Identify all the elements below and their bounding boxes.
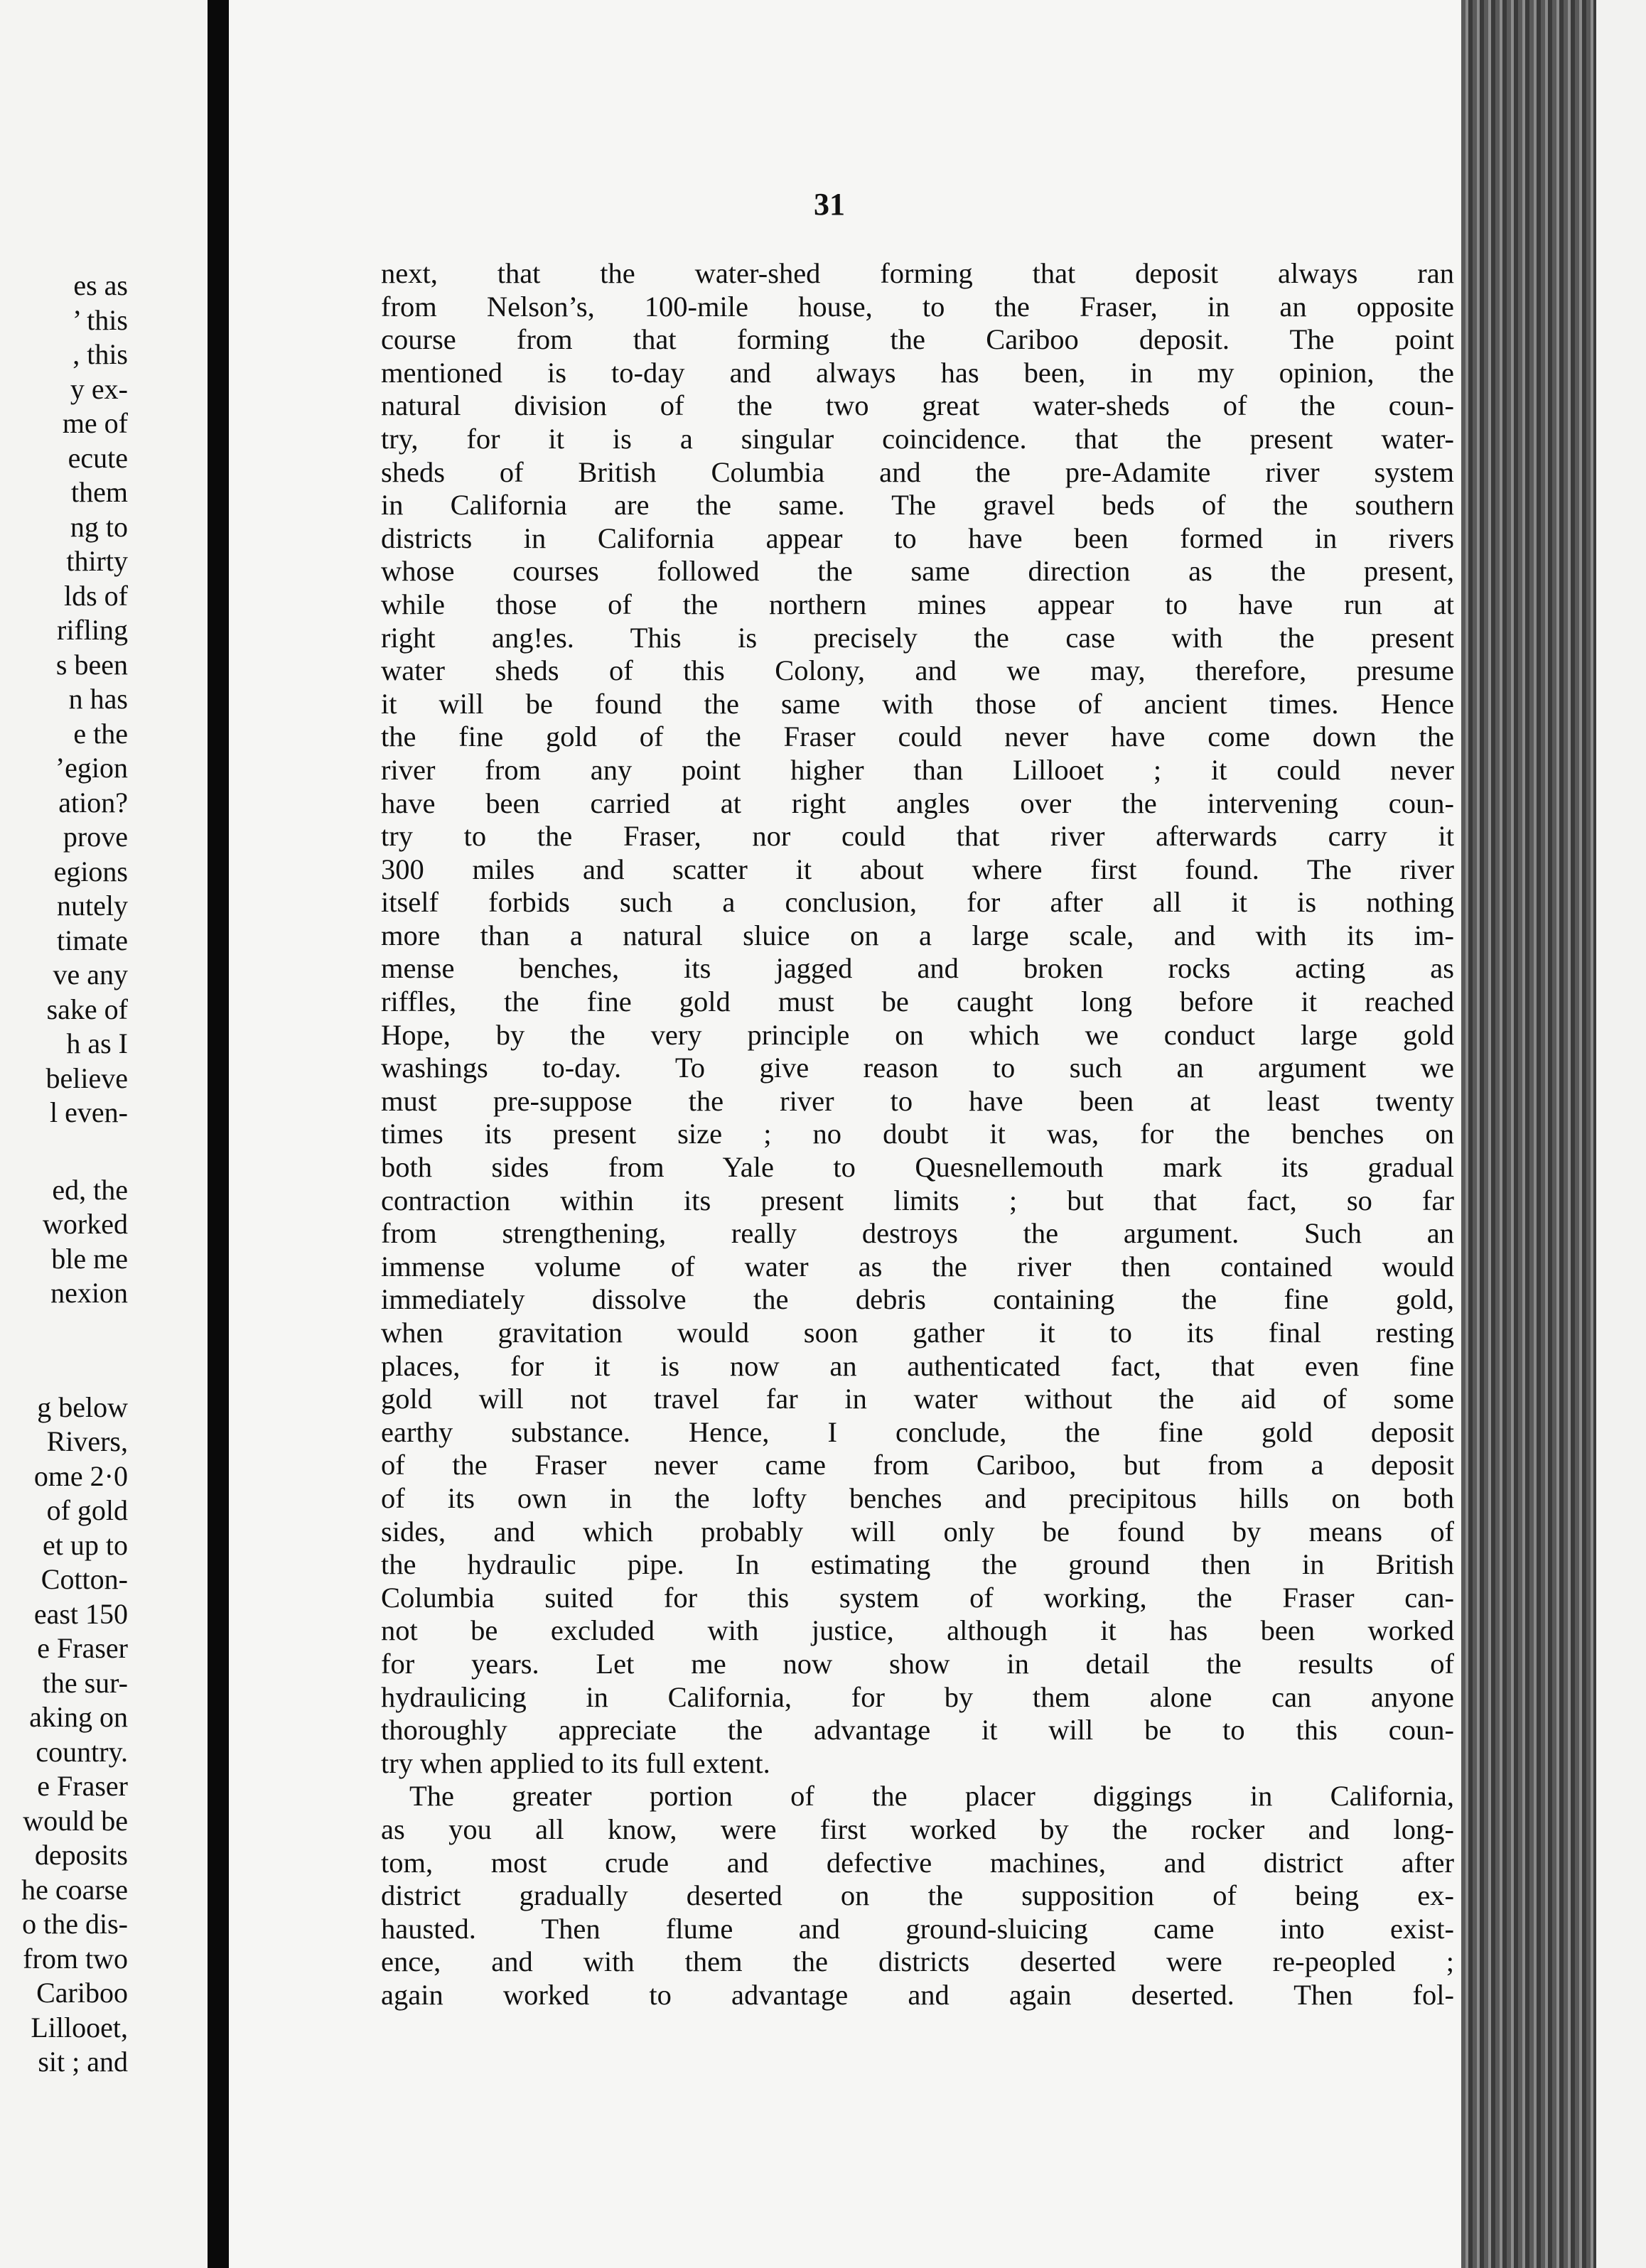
left-page-line: Lillooet, <box>31 2011 128 2043</box>
left-page-line: timate <box>57 924 128 956</box>
text-line: sides, and which probably will only be found by means of <box>381 1515 1454 1548</box>
left-page-line: ’ this <box>72 303 128 336</box>
left-page-line: the sur- <box>42 1666 128 1699</box>
text-line: hydraulicing in California, for by them alone can anyone <box>381 1680 1454 1713</box>
left-page-line: nexion <box>50 1277 128 1309</box>
left-page-line: nutely <box>57 890 128 922</box>
text-line: districts in California appear to have been formed in rivers <box>381 522 1454 554</box>
left-page-line: lds of <box>64 579 128 612</box>
text-line: both sides from Yale to Quesnellemouth mark its gradual <box>381 1151 1454 1184</box>
text-line: natural division of the two great water-sheds of the coun- <box>381 389 1454 422</box>
left-page-line: Cariboo <box>36 1977 128 2009</box>
left-page-line: east 150 <box>33 1597 128 1630</box>
text-line: river from any point higher than Lillooet ; it could never <box>381 753 1454 786</box>
text-line: try to the Fraser, nor could that river afterwards carry it <box>381 820 1454 853</box>
text-line: water sheds of this Colony, and we may, therefore, presume <box>381 654 1454 687</box>
left-page-line: me of <box>62 407 128 439</box>
left-page-line: n has <box>68 683 128 715</box>
text-line: district gradually deserted on the supposition of being ex- <box>381 1879 1454 1912</box>
scan-margin <box>1596 0 1646 2268</box>
left-page-line: ome 2·0 <box>33 1459 128 1492</box>
left-page-line: believe <box>45 1062 128 1094</box>
left-page-line: aking on <box>29 1701 128 1733</box>
left-page-line: ng to <box>70 510 128 543</box>
left-page-line: , this <box>72 338 128 370</box>
left-page-line: ation? <box>58 786 128 819</box>
text-line: 300 miles and scatter it about where first found. The river <box>381 853 1454 885</box>
left-page-line: o the dis- <box>22 1908 128 1940</box>
left-page-line: worked <box>43 1208 128 1240</box>
page-edges <box>1461 0 1596 2268</box>
text-line: right ang!es. This is precisely the case with the present <box>381 621 1454 654</box>
text-line: when gravitation would soon gather it to its final resting <box>381 1317 1454 1349</box>
text-line: next, that the water-shed forming that deposit always ran <box>381 257 1454 289</box>
text-line: the fine gold of the Fraser could never have come down the <box>381 720 1454 753</box>
text-line: more than a natural sluice on a large scale, and with its im- <box>381 919 1454 951</box>
line-gap <box>0 1130 128 1173</box>
text-line: gold will not travel far in water without the aid of some <box>381 1383 1454 1415</box>
left-page-line: thirty <box>66 545 128 577</box>
left-page-line: them <box>71 476 128 508</box>
text-line: immediately dissolve the debris containing the fine gold, <box>381 1283 1454 1316</box>
text-line: places, for it is now an authenticated fact, that even fine <box>381 1349 1454 1382</box>
left-page-line: would be <box>23 1804 128 1837</box>
text-line: from Nelson’s, 100-mile house, to the Fraser, in an opposite <box>381 290 1454 323</box>
left-page-line: sit ; and <box>38 2046 128 2078</box>
text-line: immense volume of water as the river then contained would <box>381 1250 1454 1282</box>
right-page <box>229 0 1461 2268</box>
text-line: earthy substance. Hence, I conclude, the fine gold deposit <box>381 1415 1454 1448</box>
text-line: while those of the northern mines appear to have run at <box>381 588 1454 620</box>
left-page-line: deposits <box>34 1839 128 1871</box>
left-page-line: ble me <box>51 1242 128 1275</box>
left-page-line: sake of <box>46 993 128 1025</box>
text-line: ence, and with them the districts deserted were re-peopled ; <box>381 1945 1454 1978</box>
text-line: have been carried at right angles over the intervening coun- <box>381 787 1454 819</box>
text-line: times its present size ; no doubt it was, for the benches on <box>381 1118 1454 1150</box>
text-line: from strengthening, really destroys the argument. Such an <box>381 1217 1454 1250</box>
left-page-line: e the <box>73 717 128 750</box>
text-line: in California are the same. The gravel beds of the southern <box>381 489 1454 522</box>
left-page-line: Cotton- <box>41 1563 128 1595</box>
left-page-line: e Fraser <box>37 1770 128 1802</box>
text-line: sheds of British Columbia and the pre-Adamite river system <box>381 455 1454 488</box>
left-page-line: l even- <box>50 1096 128 1128</box>
text-line: itself forbids such a conclusion, for after all it is nothing <box>381 886 1454 919</box>
text-line: riffles, the fine gold must be caught long before it reached <box>381 986 1454 1018</box>
page-number: 31 <box>814 187 845 222</box>
text-line: mense benches, its jagged and broken rocks acting as <box>381 952 1454 985</box>
text-line: contraction within its present limits ; but that fact, so far <box>381 1184 1454 1216</box>
left-page-line: h as I <box>66 1027 128 1059</box>
book-gutter <box>208 0 229 2268</box>
left-page-line: ecute <box>68 441 128 474</box>
text-line: it will be found the same with those of ancient times. Hence <box>381 687 1454 720</box>
text-line: as you all know, were first worked by the rocker and long- <box>381 1813 1454 1845</box>
left-page-line: g below <box>37 1390 128 1423</box>
text-line: for years. Let me now show in detail the results of <box>381 1647 1454 1680</box>
text-line: tom, most crude and defective machines, and district after <box>381 1846 1454 1879</box>
text-line: not be excluded with justice, although it has been worked <box>381 1614 1454 1647</box>
text-line: of the Fraser never came from Cariboo, but from a deposit <box>381 1449 1454 1481</box>
body-text <box>381 257 1454 2012</box>
text-line: of its own in the lofty benches and precipitous hills on both <box>381 1481 1454 1514</box>
left-page-line: from two <box>23 1942 128 1975</box>
text-line: try, for it is a singular coincidence. that the present water- <box>381 422 1454 455</box>
text-line: Columbia suited for this system of working, the Fraser can- <box>381 1581 1454 1614</box>
left-page-line: rifling <box>57 614 128 646</box>
text-line: the hydraulic pipe. In estimating the ground then in British <box>381 1548 1454 1581</box>
text-line: must pre-suppose the river to have been at least twenty <box>381 1084 1454 1117</box>
left-page-line: y ex- <box>70 372 128 405</box>
text-line: Hope, by the very principle on which we conduct large gold <box>381 1018 1454 1051</box>
left-page-line: ed, the <box>52 1173 128 1206</box>
left-page-line: country. <box>36 1735 128 1768</box>
left-page-line: of gold <box>46 1494 128 1526</box>
line-gap <box>0 1311 128 1390</box>
text-line: washings to-day. To give reason to such an argument we <box>381 1052 1454 1084</box>
left-page-line: he coarse <box>21 1873 128 1906</box>
text-line: thoroughly appreciate the advantage it will be to this coun- <box>381 1714 1454 1746</box>
left-page-line: prove <box>63 821 128 853</box>
left-page-line: ve any <box>53 958 128 990</box>
left-page-line: ’egion <box>55 752 128 784</box>
text-line: mentioned is to-day and always has been, in my opinion, the <box>381 356 1454 389</box>
left-page-line: s been <box>55 648 128 681</box>
text-line: course from that forming the Cariboo deposit. The point <box>381 323 1454 356</box>
text-line: hausted. Then flume and ground-sluicing came into exist- <box>381 1912 1454 1945</box>
left-page <box>0 0 208 2268</box>
text-line: The greater portion of the placer diggings in California, <box>409 1780 1454 1813</box>
text-line: whose courses followed the same direction as the present, <box>381 555 1454 588</box>
left-page-line: et up to <box>43 1528 128 1561</box>
left-page-line: es as <box>73 269 128 301</box>
left-page-line: egions <box>53 855 128 887</box>
left-page-line: e Fraser <box>37 1632 128 1664</box>
left-page-text-column <box>0 269 128 2080</box>
left-page-line: Rivers, <box>46 1425 128 1457</box>
text-line: again worked to advantage and again deserted. Then fol- <box>381 1978 1454 2011</box>
text-line: try when applied to its full extent. <box>381 1746 770 1779</box>
